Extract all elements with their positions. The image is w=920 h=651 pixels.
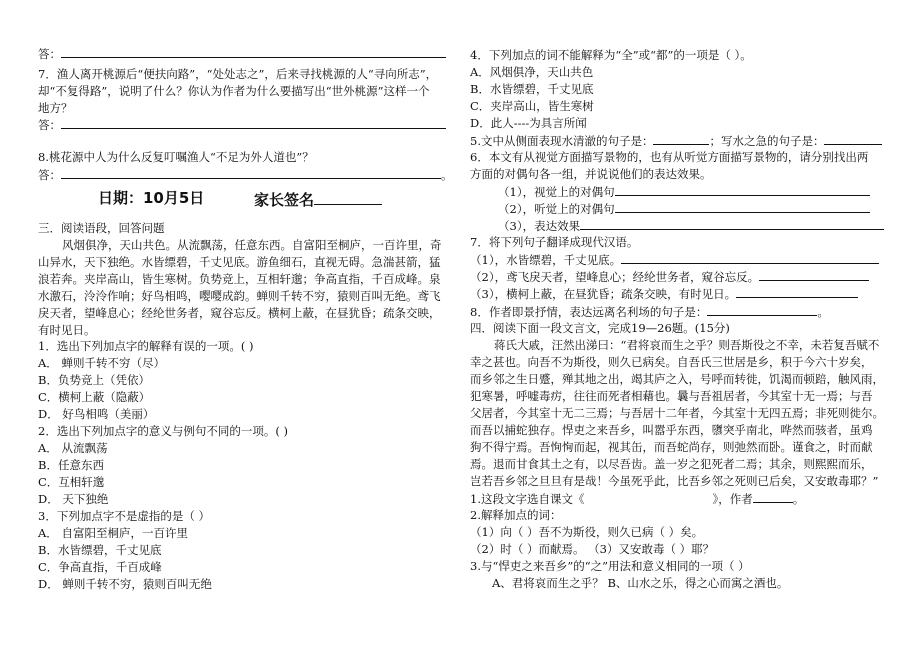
passage-line: 犯寒暑，呼嘘毒疠，往往而死者相藉也。曩与吾祖居者，今其室十无一焉；与吾 [470,389,873,403]
section-3-title: 三．阅读语段，回答问题 [38,221,165,235]
question-7: 7．将下列句子翻译成现代汉语。 [470,235,639,249]
answer-blank[interactable] [621,252,879,264]
question-7-line3: 地方？ [38,101,73,115]
option-d[interactable]: D． 好鸟相鸣（美丽） [38,407,155,421]
passage-line: 而吾以捕蛇独存。悍吏之来吾乡，叫嚣乎东西，隳突乎南北，哗然而骇者，虽鸡 [470,423,873,437]
answer-line[interactable]: 答： [38,46,446,62]
option-b[interactable]: B．水皆缥碧，千丈见底 [38,543,162,557]
option-a[interactable]: A．风烟俱净，天山共色 [470,65,594,79]
question-3: 3．下列加点字不是虚指的是（ ） [38,509,210,523]
reading-question-2-1[interactable]: （1）向（ ）吾不为斯役，则久已病（ ）矣。 [470,525,704,539]
answer-blank[interactable] [61,167,441,179]
question-4: 4．下列加点的词不能解释为“全”或“都”的一项是（ ）。 [470,48,752,62]
option-a[interactable]: A． 自富阳至桐庐，一百许里 [38,526,188,540]
answer-line[interactable]: 答： [38,117,446,133]
answer-line[interactable]: 答： 。 [38,168,453,182]
answer-blank[interactable] [615,184,870,196]
option-b[interactable]: B．负势竞上（凭依） [38,373,150,387]
option-b[interactable]: B．任意东西 [38,458,104,472]
answer-blank[interactable] [61,117,446,129]
question-7-3: （3），横柯上蔽，在昼犹昏；疏条交映，有时见日。 [470,286,858,302]
reading-question-1: 1.这段文字选自课文《 》，作者 。 [470,492,805,506]
section-4-title: 四．阅读下面一段文言文，完成19—26题。(15分) [470,321,730,335]
option-a[interactable]: A． 蝉则千转不穷（尽） [38,356,165,370]
parent-signature[interactable]: 家长签名 [254,191,382,208]
answer-blank[interactable] [736,286,858,298]
answer-blank[interactable] [61,46,446,58]
option-c[interactable]: C．夹岸高山，皆生寒树 [470,99,594,113]
passage-line: 戾天者，望峰息心；经纶世务者，窥谷忘反。横柯上蔽，在昼犹昏；疏条交映， [38,306,441,320]
passage-line: 幸之甚也。向吾不为斯役，则久已病矣。自吾氏三世居是乡，积于今六十岁矣， [470,355,873,369]
passage-line: 狗不得宁焉。吾恂恂而起，视其缶，而吾蛇尚存，则弛然而卧。谨食之，时而献 [470,440,873,454]
question-2: 2．选出下列加点字的意义与例句不同的一项。( ) [38,424,288,438]
question-8: 8.桃花源中人为什么反复叮嘱渔人“不足为外人道也”？ [38,150,314,164]
question-7-line2: 却“不复得路”，说明了什么？你认为作者为什么要描写出“世外桃源”这样一个 [38,84,430,98]
answer-blank[interactable] [759,269,869,281]
question-6-line1: 6．本文有从视觉方面描写景物的，也有从听觉方面描写景物的，请分别找出两 [470,150,869,164]
answer-blank[interactable] [824,133,882,145]
answer-blank[interactable] [580,218,884,230]
passage-line: 焉。退而甘食其土之有，以尽吾齿。盖一岁之犯死者二焉；其余，则熙熙而乐， [470,457,873,471]
question-8: 8．作者即景抒情，表达远离名利场的句子是： 。 [470,305,829,319]
question-1: 1．选出下列加点字的解释有误的一项。( ) [38,339,254,353]
answer-blank[interactable] [615,201,870,213]
reading-question-2-2[interactable]: （2）时（ ）而献焉。 （3）又安敢毒（ ）耶？ [470,542,715,556]
passage-line: 山异水，天下独绝。水皆缥碧，千丈见底。游鱼细石，直视无碍。急湍甚箭，猛 [38,255,441,269]
option-d[interactable]: D．此人----为具言所闻 [470,116,587,130]
passage-line: 有时见日。 [38,323,96,337]
option-b[interactable]: B．水皆缥碧，千丈见底 [470,82,594,96]
option-c[interactable]: C．横柯上蔽（隐蔽） [38,390,151,404]
question-6-line2: 方面的对偶句各一组，并说说他们的表达效果。 [470,167,712,181]
answer-blank[interactable] [653,133,709,145]
passage-line: 浪若奔。夹岸高山，皆生寒树。负势竞上，互相轩邈；争高直指，千百成峰。泉 [38,272,441,286]
reading-question-3: 3.与“悍吏之来吾乡”的“之”用法和意义相同的一项（ ） [470,559,750,573]
question-6-1: （1），视觉上的对偶句 [498,184,870,200]
option-d[interactable]: D． 天下独绝 [38,492,109,506]
reading-question-3-options[interactable]: A、君将哀而生之乎？ B、山水之乐，得之心而寓之酒也。 [492,576,789,590]
passage-line: 父居者，今其室十无二三焉；与吾居十二年者，今其室十无四五焉；非死则徙尔。 [470,406,884,420]
passage-line: 而乡邻之生日蹙，殚其地之出，竭其庐之入，号呼而转徙，饥渴而顿踣，触风雨， [470,372,884,386]
option-a[interactable]: A． 从流飘荡 [38,441,108,455]
option-d[interactable]: D． 蝉则千转不穷，猿则百叫无绝 [38,577,212,591]
question-7-line1: 7．渔人离开桃源后“便扶向路”，“处处志之”，后来寻找桃源的人“寻向所志”， [38,67,438,81]
passage-line: 岂若吾乡邻之旦旦有是哉！今虽死乎此，比吾乡邻之死则已后矣，又安敢毒耶？” [470,474,879,488]
question-6-3: （3），表达效果 [498,218,884,234]
passage-line: 水激石，泠泠作响；好鸟相鸣，嘤嘤成韵。蝉则千转不穷，猿则百叫无绝。鸢飞 [38,289,441,303]
option-c[interactable]: C．争高直指，千百成峰 [38,560,162,574]
option-c[interactable]: C．互相轩邈 [38,475,105,489]
passage-line: 蒋氏大戚，汪然出涕曰：“君将哀而生之乎？则吾斯役之不幸，未若复吾赋不 [494,338,880,352]
question-5: 5.文中从侧面表现水清澈的句子是： ；写水之急的句子是： [470,133,882,149]
question-7-2: （2），鸢飞戾天者，望峰息心；经纶世务者，窥谷忘反。 [470,269,869,285]
author-blank[interactable] [753,491,793,503]
passage-line: 风烟俱净，天山共色。从流飘荡，任意东西。自富阳至桐庐，一百许里，奇 [62,238,442,252]
date-label: 日期：10月5日 [98,189,205,207]
question-6-2: （2），听觉上的对偶句 [498,201,870,217]
reading-question-2: 2.解释加点的词： [470,508,562,522]
question-7-1: （1），水皆缥碧，千丈见底。 [470,252,879,268]
signature-blank[interactable] [314,191,382,205]
answer-blank[interactable] [707,304,817,316]
